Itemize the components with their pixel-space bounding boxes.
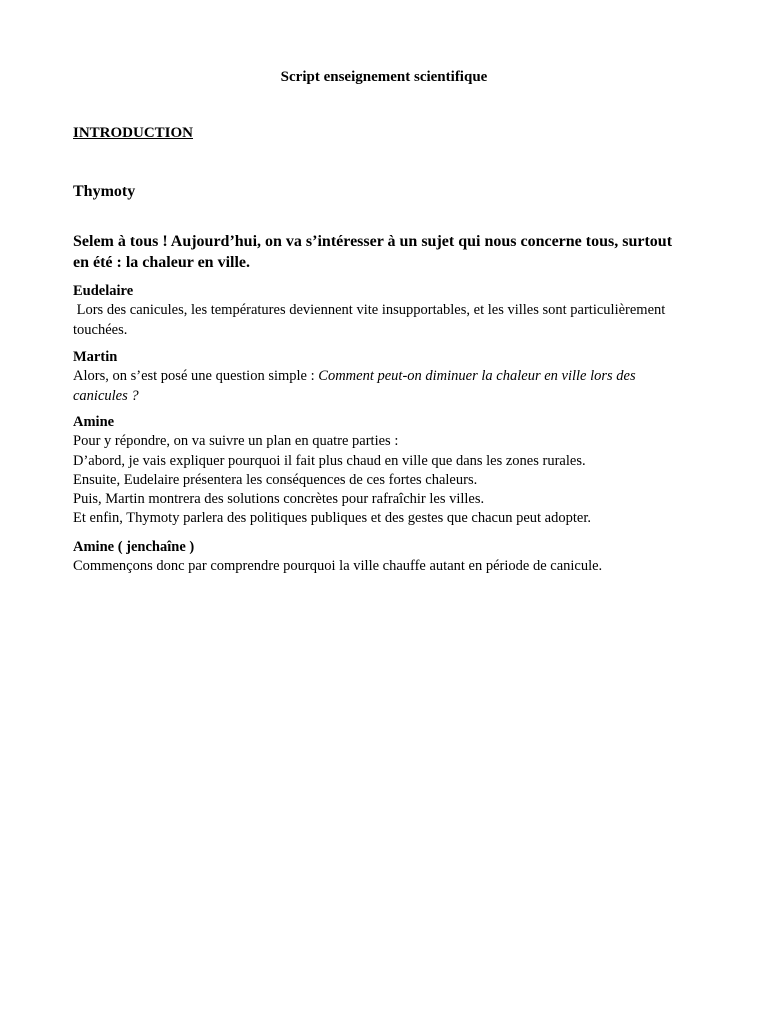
- speaker-name: Martin: [73, 349, 118, 365]
- dialogue-text-plain: Alors, on s’est posé une question simple :: [73, 368, 319, 385]
- dialogue-line: Puis, Martin montrera des solutions concrètes pour rafraîchir les villes.: [73, 491, 485, 508]
- speaker-name: Amine ( jenchaîne ): [73, 539, 195, 555]
- document-title: Script enseignement scientifique: [280, 69, 488, 85]
- speaker-name-thymoty: Thymoty: [73, 183, 136, 200]
- speaker-name: Amine: [73, 414, 115, 430]
- speaker-name: Eudelaire: [73, 283, 134, 299]
- dialogue-block-amine: [73, 413, 693, 529]
- dialogue-line: D’abord, je vais expliquer pourquoi il fait plus chaud en ville que dans les zones rurales.: [73, 452, 586, 469]
- dialogue-text: Lors des canicules, les températures deviennent vite insupportables, et les villes sont particulièrement touchées.: [73, 302, 669, 338]
- section-heading-introduction: INTRODUCTION: [73, 125, 194, 141]
- dialogue-block-amine-continues: [73, 538, 693, 577]
- dialogue-line: Et enfin, Thymoty parlera des politiques publiques et des gestes que chacun peut adopter.: [73, 510, 591, 527]
- dialogue-text: [73, 367, 693, 406]
- dialogue-line: Ensuite, Eudelaire présentera les conséquences de ces fortes chaleurs.: [73, 471, 478, 488]
- dialogue-line: Pour y répondre, on va suivre un plan en quatre parties :: [73, 433, 399, 450]
- intro-paragraph: Selem à tous ! Aujourd’hui, on va s’intéresser à un sujet qui nous concerne tous, surtout en été : la chaleur en ville.: [73, 233, 673, 271]
- dialogue-line: Commençons donc par comprendre pourquoi la ville chauffe autant en période de canicule.: [73, 558, 603, 575]
- dialogue-block-eudelaire: [73, 282, 693, 340]
- dialogue-block-martin: [73, 348, 693, 406]
- dialogue-text-question: Comment peut-on diminuer la chaleur en ville lors des canicules ?: [73, 368, 636, 404]
